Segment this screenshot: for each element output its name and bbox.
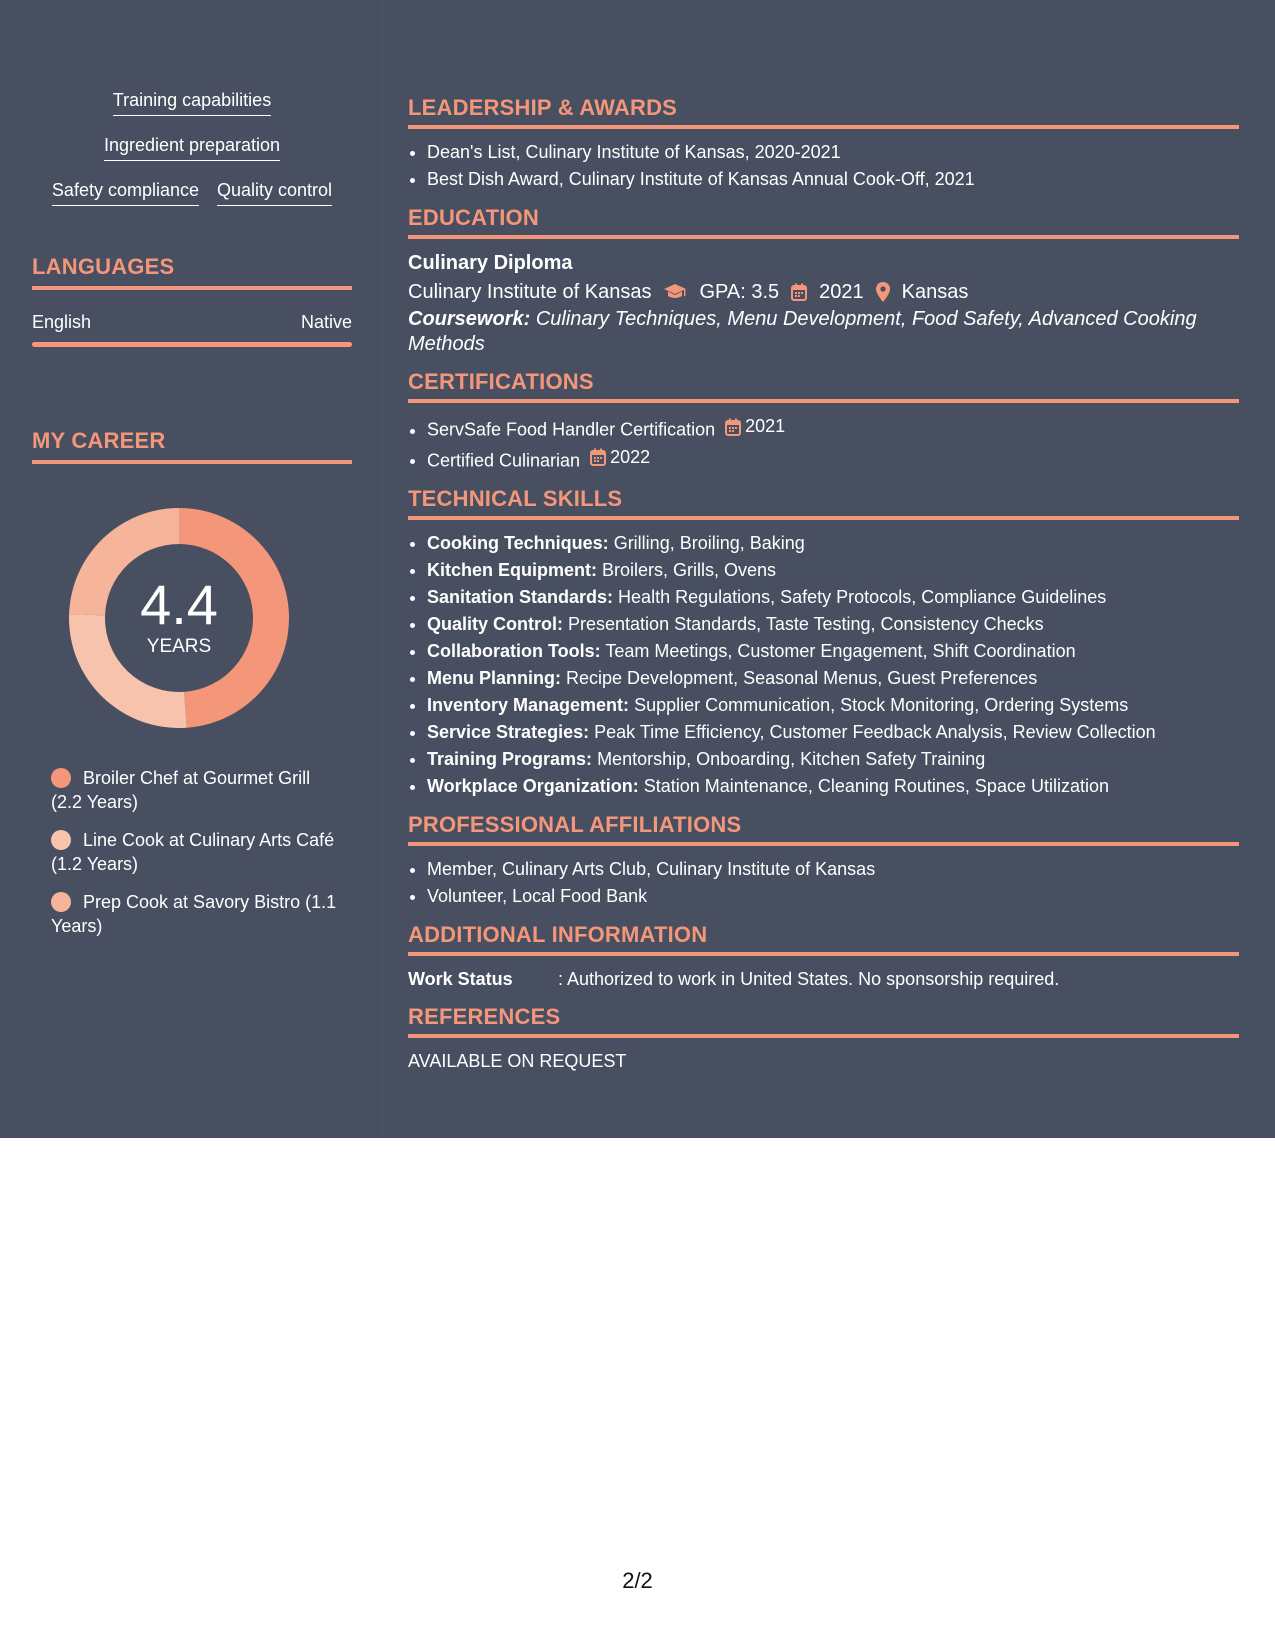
career-donut-chart (66, 505, 292, 731)
skill-values: Station Maintenance, Cleaning Routines, Space Utilization (643, 776, 1109, 796)
page-number: 2/2 (622, 1568, 653, 1593)
coursework-list: Culinary Techniques, Menu Development, Food Safety, Advanced Cooking Methods (408, 308, 1197, 355)
skill-item (427, 557, 1239, 584)
education-location: Kansas (901, 281, 969, 303)
career-legend (51, 766, 341, 952)
legend-dot (51, 830, 71, 850)
languages-heading: LANGUAGES (32, 254, 352, 290)
skill-values: Supplier Communication, Stock Monitoring, Ordering Systems (634, 695, 1129, 715)
institution: Culinary Institute of Kansas (408, 281, 652, 303)
technical-skills-section (408, 486, 1239, 800)
legend-label: Broiler Chef at Gourmet Grill (2.2 Years) (51, 768, 311, 812)
references-heading: REFERENCES (408, 1004, 1239, 1038)
skill-category: Menu Planning: (427, 668, 561, 688)
skill-item (427, 638, 1239, 665)
language-level: Native (300, 312, 352, 332)
certification-item (427, 444, 1239, 475)
coursework-label: Coursework: (408, 308, 531, 330)
affiliations-heading: PROFESSIONAL AFFILIATIONS (408, 812, 1239, 846)
skill-tags (32, 88, 352, 223)
skill-item (427, 611, 1239, 638)
skill-item (427, 692, 1239, 719)
graduation-cap-icon (663, 283, 687, 301)
tag-row (32, 178, 352, 223)
skill-item (427, 665, 1239, 692)
skill-category: Quality Control: (427, 614, 563, 634)
career-total-value: 4.4 (140, 573, 218, 636)
legend-item (51, 890, 341, 938)
work-status-row (408, 966, 1239, 992)
main-content (408, 95, 1239, 1086)
tag-row (32, 88, 352, 133)
skill-tag: Ingredient preparation (104, 133, 280, 161)
skill-category: Workplace Organization: (427, 776, 639, 796)
award-item: • Best Dish Award, Culinary Institute of Kansas Annual Cook-Off, 2021 (427, 166, 1239, 193)
work-status-label: Work Status (408, 969, 513, 989)
skill-category: Service Strategies: (427, 722, 590, 742)
additional-info-section (408, 922, 1239, 992)
additional-info-heading: ADDITIONAL INFORMATION (408, 922, 1239, 956)
skill-values: Presentation Standards, Taste Testing, Consistency Checks (568, 614, 1044, 634)
calendar-icon (725, 418, 741, 436)
leadership-section (408, 95, 1239, 193)
skill-item (427, 584, 1239, 611)
degree-title: Culinary Diploma (408, 252, 573, 274)
career-heading: MY CAREER (32, 428, 352, 464)
legend-label: Line Cook at Culinary Arts Café (1.2 Years) (51, 830, 335, 874)
skill-category: Sanitation Standards: (427, 587, 614, 607)
skill-values: Health Regulations, Safety Protocols, Compliance Guidelines (618, 587, 1107, 607)
skill-values: Mentorship, Onboarding, Kitchen Safety Training (597, 749, 986, 769)
tag-row (32, 133, 352, 178)
legend-dot (51, 892, 71, 912)
skill-values: Peak Time Efficiency, Customer Feedback Analysis, Review Collection (594, 722, 1156, 742)
education-heading: EDUCATION (408, 205, 1239, 239)
skill-item (427, 746, 1239, 773)
certifications-section (408, 369, 1239, 474)
skill-item (427, 719, 1239, 746)
skill-item (427, 530, 1239, 557)
affiliations-section (408, 812, 1239, 910)
references-text: AVAILABLE ON REQUEST (408, 1051, 627, 1071)
award-item: • Dean's List, Culinary Institute of Kansas, 2020-2021 (427, 139, 1239, 166)
affiliation-item: • Member, Culinary Arts Club, Culinary Institute of Kansas (427, 856, 1239, 883)
skill-category: Collaboration Tools: (427, 641, 601, 661)
skill-category: Cooking Techniques: (427, 533, 609, 553)
donut-center (66, 505, 292, 731)
skill-tag: Safety compliance (52, 178, 199, 206)
gpa: GPA: 3.5 (699, 281, 780, 303)
affiliation-item: • Volunteer, Local Food Bank (427, 883, 1239, 910)
calendar-icon (791, 283, 807, 301)
language-name: English (32, 312, 92, 332)
certification-name: Certified Culinarian (427, 450, 581, 470)
skill-values: Recipe Development, Seasonal Menus, Guest Preferences (566, 668, 1038, 688)
coursework (408, 307, 1239, 357)
certification-year: 2021 (745, 416, 786, 436)
skill-item (427, 773, 1239, 800)
skill-tag: Quality control (217, 178, 332, 206)
skill-values: Team Meetings, Customer Engagement, Shift Coordination (605, 641, 1076, 661)
skill-category: Inventory Management: (427, 695, 630, 715)
references-section (408, 1004, 1239, 1074)
language-row (32, 312, 352, 333)
certification-year: 2022 (610, 446, 651, 467)
language-proficiency-bar (32, 342, 352, 347)
certification-name: ServSafe Food Handler Certification (427, 419, 716, 440)
leadership-heading: LEADERSHIP & AWARDS (408, 95, 1239, 129)
legend-item (51, 828, 341, 876)
legend-label: Prep Cook at Savory Bistro (1.1 Years) (51, 892, 337, 936)
location-pin-icon (876, 282, 890, 302)
skill-category: Training Programs: (427, 749, 593, 769)
skill-category: Kitchen Equipment: (427, 560, 597, 580)
technical-skills-heading: TECHNICAL SKILLS (408, 486, 1239, 520)
graduation-year: 2021 (819, 281, 864, 303)
legend-dot (51, 768, 71, 788)
skill-values: Broilers, Grills, Ovens (602, 560, 777, 580)
skill-tag: Training capabilities (113, 88, 271, 116)
career-total-unit: YEARS (146, 636, 212, 657)
calendar-icon (590, 448, 606, 466)
sidebar-divider (382, 0, 383, 1138)
education-details (408, 277, 1239, 307)
work-status-value: : Authorized to work in United States. No sponsorship required. (558, 969, 1060, 989)
skill-values: Grilling, Broiling, Baking (613, 533, 805, 553)
education-section (408, 205, 1239, 357)
certifications-heading: CERTIFICATIONS (408, 369, 1239, 403)
certification-item (427, 413, 1239, 444)
legend-item (51, 766, 341, 814)
